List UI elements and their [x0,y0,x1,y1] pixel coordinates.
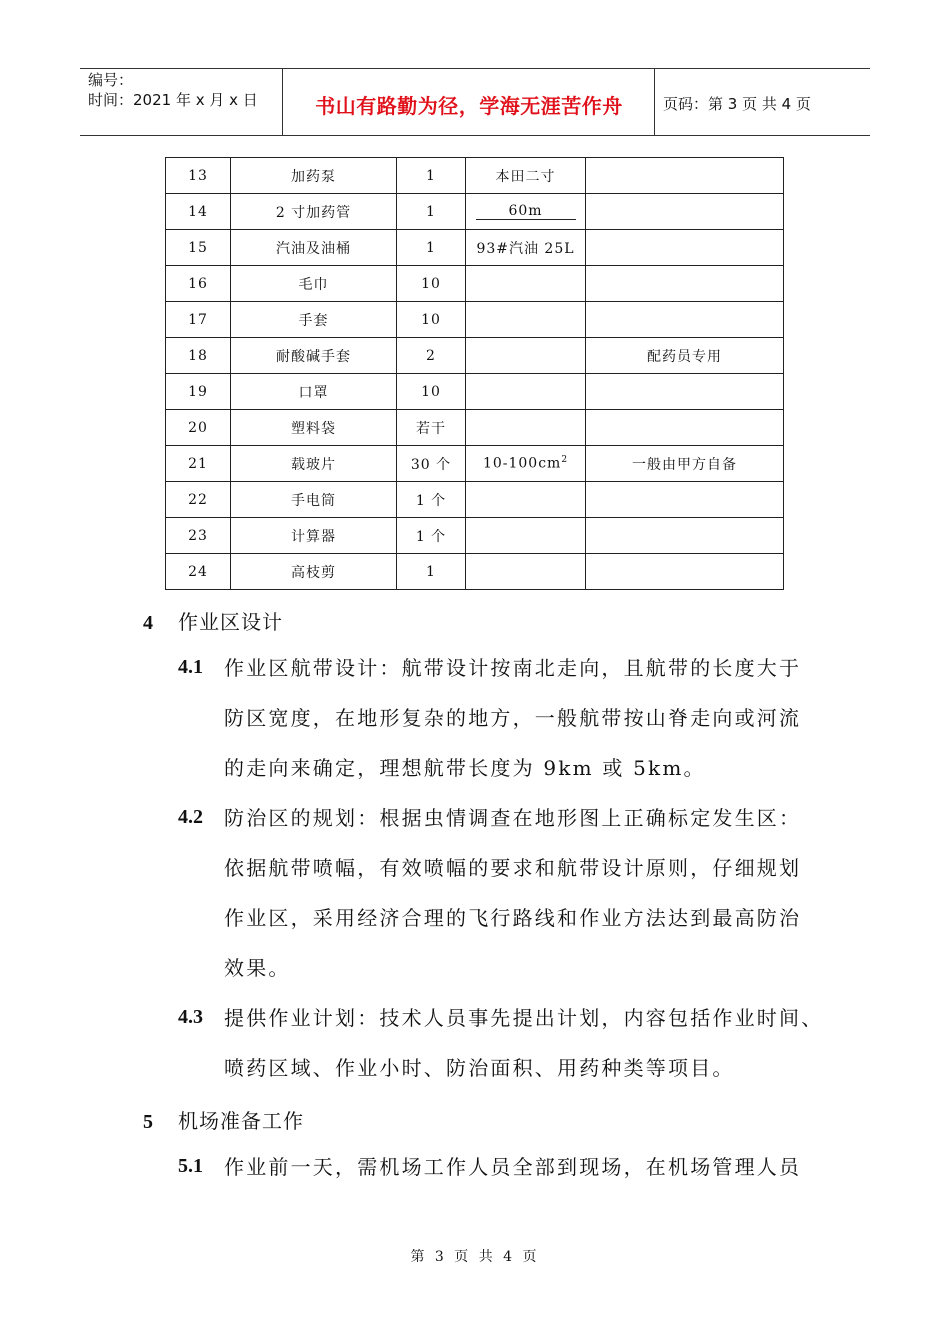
quantity-cell [397,482,466,518]
item-name: 手电筒 [291,492,336,509]
row-number-cell [166,374,231,410]
item-name-cell [231,482,397,518]
quantity-cell [397,518,466,554]
quantity-cell [397,194,466,230]
section-number: 4 [143,612,154,634]
text-line: 效果。 [224,956,291,980]
table-row [166,230,784,266]
item-name-cell [231,446,397,482]
item-name-cell [231,266,397,302]
item-name-cell [231,302,397,338]
text-line: 防区宽度，在地形复杂的地方，一般航带按山脊走向或河流 [224,706,802,730]
text-line: 提供作业计划：技术人员事先提出计划，内容包括作业时间、 [224,1006,824,1030]
item-4-3-number: 4.3 [178,1006,203,1028]
section-title: 机场准备工作 [178,1109,304,1133]
spec-cell [466,158,586,194]
spec-cell [466,302,586,338]
spec: 10-100cm [482,455,562,472]
quantity: 10 [421,275,441,292]
quantity-cell [397,446,466,482]
header-divider-1 [282,69,283,136]
item-name: 2 寸加药管 [275,204,352,221]
table-row [166,446,784,482]
table-row [166,302,784,338]
row-number-cell [166,158,231,194]
remark-cell [586,338,784,374]
spec-cell [466,518,586,554]
quantity: 1 [426,167,436,184]
unit-superscript: 2 [561,455,569,466]
remark: 一般由甲方自备 [632,456,737,473]
item-5-1-text [224,1142,801,1192]
row-number-cell [166,482,231,518]
item-5-1-number: 5.1 [178,1155,203,1177]
item-name: 耐酸碱手套 [276,348,351,365]
spec-cell [466,230,586,266]
table-row [166,338,784,374]
item-name-cell [231,230,397,266]
quantity-cell [397,554,466,590]
remark-cell [586,194,784,230]
row-number: 13 [188,167,208,184]
page-footer: 第 3 页 共 4 页 [410,1249,540,1265]
item-name: 手套 [298,312,329,329]
row-number-cell [166,554,231,590]
row-number-cell [166,410,231,446]
item-name: 塑料袋 [291,420,336,437]
row-number: 23 [188,527,208,544]
quantity: 1 个 [415,528,447,545]
remark-cell [586,518,784,554]
header-motto: 书山有路勤为径，学海无涯苦作舟 [315,94,623,118]
quantity-cell [397,410,466,446]
item-4-1-number: 4.1 [178,656,203,678]
item-name-cell [231,338,397,374]
row-number-cell [166,446,231,482]
quantity-cell [397,158,466,194]
remark-cell [586,446,784,482]
quantity-cell [397,302,466,338]
equipment-table [165,157,784,590]
item-name-cell [231,194,397,230]
quantity: 10 [421,383,441,400]
text-line: 作业区，采用经济合理的飞行路线和作业方法达到最高防治 [224,906,802,930]
item-4-2-text [224,793,801,993]
table-row [166,482,784,518]
item-name-cell [231,554,397,590]
quantity: 2 [426,347,436,364]
section-number: 5 [143,1111,154,1133]
quantity-cell [397,230,466,266]
spec-cell [466,410,586,446]
item-4-2-number: 4.2 [178,806,203,828]
spec-cell [466,482,586,518]
section-4-heading [143,606,283,635]
spec-cell [466,194,586,230]
row-number-cell [166,338,231,374]
spec-cell [466,554,586,590]
header-divider-2 [654,69,655,136]
table-row [166,518,784,554]
text-line: 作业区航带设计：航带设计按南北走向，且航带的长度大于 [224,656,802,680]
text-line: 的走向来确定，理想航带长度为 9km 或 5km。 [224,756,706,780]
quantity-cell [397,266,466,302]
quantity: 1 个 [415,492,447,509]
row-number-cell [166,266,231,302]
remark: 配药员专用 [647,348,722,365]
row-number: 17 [188,311,208,328]
row-number: 19 [188,383,208,400]
remark-cell [586,302,784,338]
text-line: 喷药区域、作业小时、防治面积、用药种类等项目。 [224,1056,735,1080]
quantity: 若干 [416,420,446,437]
remark-cell [586,410,784,446]
quantity: 30 个 [410,456,452,473]
row-number: 15 [188,239,208,256]
spec-cell [466,266,586,302]
header-page-code: 页码：第 3 页 共 4 页 [663,95,811,113]
item-name: 口罩 [298,384,329,401]
item-name: 汽油及油桶 [276,240,351,257]
row-number: 18 [188,347,208,364]
row-number: 14 [188,203,208,220]
row-number: 21 [188,455,208,472]
item-name-cell [231,410,397,446]
remark-cell [586,554,784,590]
item-name: 计算器 [291,528,336,545]
row-number: 24 [188,563,208,580]
item-name-cell [231,158,397,194]
row-number: 22 [188,491,208,508]
doc-time: 时间：2021 年 x 月 x 日 [88,91,258,109]
section-title: 作业区设计 [178,610,283,634]
row-number-cell [166,194,231,230]
item-4-3-text [224,993,823,1093]
table-row [166,158,784,194]
text-line: 作业前一天，需机场工作人员全部到现场，在机场管理人员 [224,1155,802,1179]
remark-cell [586,266,784,302]
row-number-cell [166,518,231,554]
row-number-cell [166,302,231,338]
item-name: 载玻片 [291,456,336,473]
doc-number-label: 编号： [88,71,134,89]
item-name-cell [231,518,397,554]
table-row [166,194,784,230]
remark-cell [586,230,784,266]
spec-cell [466,446,586,482]
table-row [166,554,784,590]
item-name: 高枝剪 [291,564,336,581]
row-number-cell [166,230,231,266]
row-number: 16 [188,275,208,292]
header-top-rule [80,68,870,69]
spec: 本田二寸 [495,168,556,185]
row-number: 20 [188,419,208,436]
remark-cell [586,158,784,194]
remark-cell [586,482,784,518]
quantity: 1 [426,563,436,580]
quantity: 10 [421,311,441,328]
quantity: 1 [426,203,436,220]
section-5-heading [143,1105,304,1134]
remark-cell [586,374,784,410]
item-name: 毛巾 [298,276,329,293]
spec: 93#汽油 25L [476,240,575,257]
spec: 60m [476,203,576,220]
spec-cell [466,374,586,410]
header-meta [88,70,258,110]
quantity-cell [397,374,466,410]
item-4-1-text [224,643,801,793]
table-row [166,374,784,410]
item-name: 加药泵 [291,168,336,185]
header-bottom-rule [80,135,870,136]
spec-cell [466,338,586,374]
table-row [166,410,784,446]
item-name-cell [231,374,397,410]
quantity: 1 [426,239,436,256]
text-line: 防治区的规划：根据虫情调查在地形图上正确标定发生区： [224,806,802,830]
quantity-cell [397,338,466,374]
table-row [166,266,784,302]
text-line: 依据航带喷幅，有效喷幅的要求和航带设计原则，仔细规划 [224,856,802,880]
